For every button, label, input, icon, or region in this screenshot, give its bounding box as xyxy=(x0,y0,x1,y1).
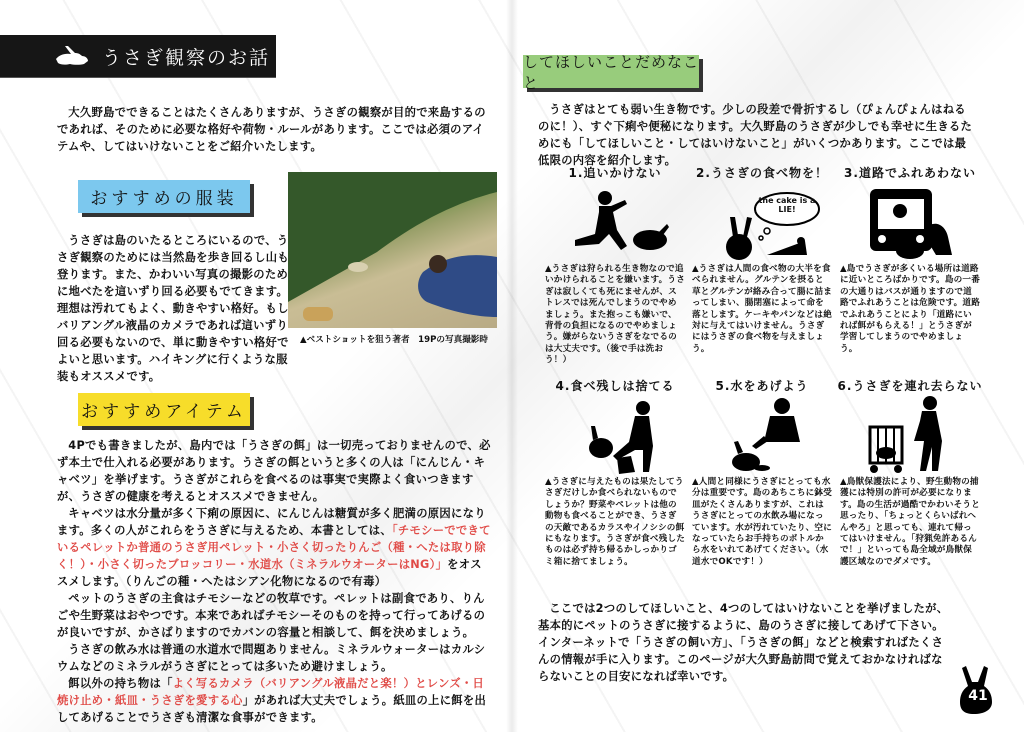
items-paragraph-4: うさぎの飲み水は普通の水道水で問題ありません。ミネラルウォーターはカルシウムなどのミネラルがうさぎにとっては多いため避けましょう。 xyxy=(57,643,486,673)
page-number-badge xyxy=(958,664,998,714)
rule-card-4 xyxy=(545,377,685,568)
text-span: キャベツは水分量が多く下痢の原因に、にんじんは糖質が多く肥満の原因になります。多くの人がこれらをうさぎに与えるため、本書としては、 xyxy=(57,507,486,537)
rule-text: ▲鳥獣保護法により、野生動物の捕獲には特別の許可が必要になります。島の生活が過酷でかわいそうと思ったり、「ちょっとくらいばれへんやろ」と思っても、連れて帰ってはいけません。「狩猟免許あるんで！」といっても島全域が鳥獣保護区域なのでダメです。 xyxy=(840,477,981,567)
rabbit-icon xyxy=(54,45,88,67)
section-title-bar xyxy=(0,35,276,78)
page-gutter xyxy=(506,0,518,732)
rule-text: ▲島でうさぎが多くいる場所は道路に近いところばかりです。島の一番の大通りはバスが通りますので道路でふれあうことは危険です。道路でふれあうことにより「道路にいれば餌がもらえる！」とうさぎが学習してしまうのでやめましょう。 xyxy=(840,264,981,354)
items-section xyxy=(57,437,493,726)
rule-title: 6.うさぎを連れ去らない xyxy=(837,379,983,393)
rule-title: 2.うさぎの食べ物を！ xyxy=(696,166,828,180)
author-photo xyxy=(288,172,497,328)
items-paragraph-2 xyxy=(57,505,493,590)
items-paragraph-5 xyxy=(57,675,493,726)
rule-text: ▲人間と同様にうさぎにとっても水分は重要です。島のあちこちに鉢受皿がたくさんありますが、これはうさぎにとっての水飲み場になっています。水が汚れていたり、空になっていたらお手持ちのボトルから水をいれてあげてください。（水道水でOKです！） xyxy=(692,477,833,567)
recommended-food-highlight: 「チモシーでできているペレットか普通のうさぎ用ペレット・小さく切ったりんご（種・へたは取り除く！）・小さく切ったブロッコリー・水道水（ミネラルウオーターはNG）」 xyxy=(57,524,491,571)
rabbit-cake-icon xyxy=(692,182,832,264)
speech-bubble-text: the cake is a LIE! xyxy=(758,196,816,214)
rule-title: 3.道路でふれあわない xyxy=(844,166,976,180)
belongings-highlight: よく写るカメラ（バリアングル液晶だと楽！）とレンズ・日焼け止め・紙皿・うさぎを愛する心 xyxy=(57,677,485,707)
text-span: 餌以外の持ち物は「 xyxy=(68,677,173,690)
rule-text: ▲うさぎは人間の食べ物の大半を食べられません。グルテンを摂ると草とグルテンが絡み合って腸に詰まってしまい、腸閉塞によって命を落とします。ケーキやパンなどは絶対に与えてはいけません。うさぎにはうさぎの食べ物を与えましょう。 xyxy=(692,264,833,354)
dos-and-donts-heading: してほしいことだめなこと xyxy=(523,52,700,92)
section-title: うさぎ観察のお話 xyxy=(102,46,271,69)
bus-rabbit-icon xyxy=(840,182,980,264)
text-span: 」があれば大丈夫でしょう。紙皿の上に餌を出してあげることでうさぎも清潔な食事ができます。 xyxy=(57,694,487,724)
rule-card-6 xyxy=(837,377,983,568)
rule-text: ▲うさぎに与えたものは果たしてうさぎだけしか食べられないものでしょうか？野菜やペレットは他の動物も食べることができ、うさぎの天敵であるカラスやイノシシの餌にもなります。うさぎが食べ残したものは必ず持ち帰るかしっかりゴミ箱に捨てましょう。 xyxy=(545,477,686,567)
cage-cart-icon xyxy=(840,395,980,477)
items-heading: おすすめアイテム xyxy=(78,393,250,426)
water-giving-icon xyxy=(692,395,832,477)
clothing-paragraph: うさぎは島のいたるところにいるので、うさぎ観察のためには当然島を歩き回るし山も登ります。また、かわいい写真の撮影のために地べたを這いずり回る必要もでてきます。理想は汚れてもよく、動きやすい格好。もしバリアングル液晶のカメラであれば這いずり回る必要もないので、単に動きやすい格好でよいと思います。ハイキングに行くような服装もオススメです。 xyxy=(57,234,289,383)
rule-card-3 xyxy=(840,164,980,355)
conclusion-paragraph: ここでは2つのしてほしいこと、4つのしてはいけないことを挙げましたが、基本的にペットのうさぎに接するように、島のうさぎに接してあげて下さい。インターネットで「うさぎの飼い方」、「うさぎの餌」などと検索すればたくさんの情報が手に入ります。このページが大久野島訪問で覚えておかなければならないことの目安になれば幸いです。 xyxy=(538,602,949,683)
trash-pickup-icon xyxy=(545,395,685,477)
items-paragraph-3: ペットのうさぎの主食はチモシーなどの牧草です。ペレットは副食であり、りんごや生野菜はおやつです。本来であればチモシーそのものを持って行ってあげるのが良いですが、かさばりますのでカバンの容量と相談して、餌を決めましょう。 xyxy=(57,592,486,639)
rule-title: 4.食べ残しは捨てる xyxy=(555,379,675,393)
rule-title: 1.追いかけない xyxy=(568,166,662,180)
text-span: をオススメします。（りんごの種・へたはシアン化物になるので有毒） xyxy=(57,558,482,588)
right-intro-paragraph: うさぎはとても弱い生き物です。少しの段差で骨折するし（ぴょんぴょんはねるのに！）、すぐ下痢や便秘になります。大久野島のうさぎが少しでも幸せに生きるためにも「してほしいこと・してはいけないこと」がいくつかあります。ここでは最低限の内容を紹介します。 xyxy=(538,103,973,167)
photo-illustration xyxy=(288,172,497,328)
items-paragraph-1: 4Pでも書きましたが、島内では「うさぎの餌」は一切売っておりませんので、必ず本土で仕入れる必要があります。うさぎの餌というと多くの人は「にんじん・キャベツ」を挙げます。うさぎがこれらを食べるのは事実で実際よく食いつきますが、うさぎの健康を考えるとオススメできません。 xyxy=(57,439,491,503)
photo-caption: ▲ベストショットを狙う著者 19Pの写真撮影時 xyxy=(300,335,488,345)
rule-card-5 xyxy=(692,377,832,568)
rule-title: 5.水をあげよう xyxy=(715,379,809,393)
rule-text: ▲うさぎは狩られる生き物なので追いかけられることを嫌います。うさぎは寂しくても死にませんが、ストレスでは死んでしまうのでやめましょう。また抱っこも嫌いで、背骨の負担になるのでやめましょう。嫌がらないうさぎをなでるのは大丈夫です。（後で手は洗おう！） xyxy=(545,264,686,366)
rule-card-1 xyxy=(545,164,685,367)
child-chasing-rabbit-icon xyxy=(545,182,685,264)
clothing-heading: おすすめの服装 xyxy=(78,180,250,213)
rule-card-2 xyxy=(692,164,832,355)
page-number: 41 xyxy=(968,688,988,704)
intro-paragraph: 大久野島でできることはたくさんありますが、うさぎの観察が目的で来島するのであれば、そのために必要な格好や荷物・ルールがあります。ここでは必須のアイテムや、してはいけないことをご紹介いたします。 xyxy=(57,106,486,153)
